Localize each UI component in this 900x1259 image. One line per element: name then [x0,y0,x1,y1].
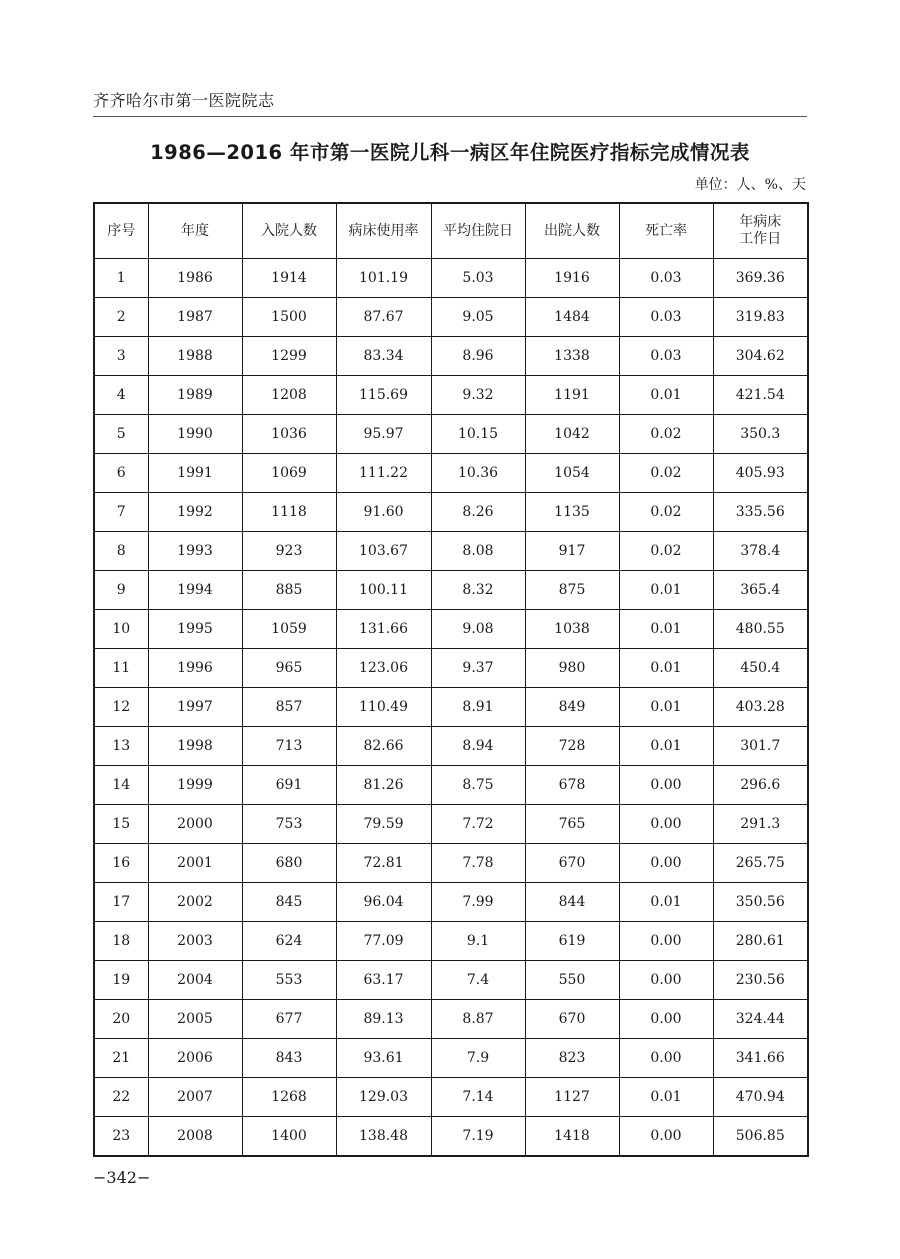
cell-year: 2005 [148,1000,242,1039]
cell-mortality-rate: 0.01 [619,376,713,415]
cell-admissions: 713 [242,727,336,766]
cell-avg-stay: 9.37 [431,649,525,688]
cell-admissions: 1208 [242,376,336,415]
cell-index: 12 [94,688,148,727]
cell-avg-stay: 8.75 [431,766,525,805]
cell-avg-stay: 10.15 [431,415,525,454]
table-header-row [94,203,808,259]
cell-mortality-rate: 0.02 [619,415,713,454]
cell-index: 5 [94,415,148,454]
cell-avg-stay: 10.36 [431,454,525,493]
cell-avg-stay: 8.94 [431,727,525,766]
cell-discharges: 550 [525,961,619,1000]
cell-bed-workdays: 301.7 [713,727,808,766]
cell-bed-workdays: 350.56 [713,883,808,922]
cell-discharges: 670 [525,844,619,883]
cell-bed-usage-rate: 83.34 [336,337,431,376]
cell-bed-usage-rate: 79.59 [336,805,431,844]
cell-admissions: 1400 [242,1117,336,1157]
cell-discharges: 1484 [525,298,619,337]
cell-admissions: 1069 [242,454,336,493]
cell-index: 23 [94,1117,148,1157]
cell-discharges: 844 [525,883,619,922]
table-row [94,727,808,766]
cell-bed-usage-rate: 111.22 [336,454,431,493]
table-row [94,922,808,961]
table-row [94,532,808,571]
cell-discharges: 1135 [525,493,619,532]
cell-bed-workdays: 421.54 [713,376,808,415]
cell-mortality-rate: 0.03 [619,259,713,298]
cell-bed-workdays: 230.56 [713,961,808,1000]
cell-avg-stay: 7.4 [431,961,525,1000]
cell-mortality-rate: 0.00 [619,766,713,805]
cell-bed-workdays: 403.28 [713,688,808,727]
cell-year: 2002 [148,883,242,922]
col-header-index: 序号 [94,203,148,259]
cell-admissions: 1500 [242,298,336,337]
cell-index: 7 [94,493,148,532]
cell-discharges: 1038 [525,610,619,649]
cell-bed-usage-rate: 123.06 [336,649,431,688]
cell-admissions: 885 [242,571,336,610]
cell-bed-workdays: 480.55 [713,610,808,649]
cell-year: 1986 [148,259,242,298]
cell-avg-stay: 8.87 [431,1000,525,1039]
table-row [94,961,808,1000]
cell-bed-usage-rate: 93.61 [336,1039,431,1078]
cell-discharges: 917 [525,532,619,571]
cell-year: 1990 [148,415,242,454]
col-header-year: 年度 [148,203,242,259]
table-row [94,844,808,883]
cell-bed-usage-rate: 82.66 [336,727,431,766]
cell-bed-usage-rate: 89.13 [336,1000,431,1039]
unit-note: 单位：人、%、天 [694,177,806,193]
cell-mortality-rate: 0.00 [619,1000,713,1039]
cell-bed-workdays: 324.44 [713,1000,808,1039]
cell-mortality-rate: 0.00 [619,844,713,883]
cell-mortality-rate: 0.01 [619,727,713,766]
cell-admissions: 1118 [242,493,336,532]
cell-index: 17 [94,883,148,922]
cell-avg-stay: 9.05 [431,298,525,337]
table-row [94,571,808,610]
cell-discharges: 1127 [525,1078,619,1117]
cell-index: 16 [94,844,148,883]
cell-avg-stay: 7.72 [431,805,525,844]
cell-mortality-rate: 0.00 [619,961,713,1000]
cell-admissions: 753 [242,805,336,844]
cell-year: 2000 [148,805,242,844]
cell-bed-usage-rate: 115.69 [336,376,431,415]
cell-avg-stay: 8.26 [431,493,525,532]
table-row [94,493,808,532]
table-row [94,649,808,688]
cell-avg-stay: 7.14 [431,1078,525,1117]
cell-mortality-rate: 0.00 [619,1039,713,1078]
table-row [94,376,808,415]
cell-index: 4 [94,376,148,415]
table-row [94,337,808,376]
table-row [94,259,808,298]
cell-avg-stay: 8.32 [431,571,525,610]
cell-bed-workdays: 265.75 [713,844,808,883]
cell-index: 6 [94,454,148,493]
cell-bed-workdays: 365.4 [713,571,808,610]
cell-mortality-rate: 0.01 [619,688,713,727]
cell-bed-workdays: 450.4 [713,649,808,688]
cell-discharges: 1418 [525,1117,619,1157]
cell-admissions: 923 [242,532,336,571]
cell-index: 13 [94,727,148,766]
running-header: 齐齐哈尔市第一医院院志 [93,91,275,110]
cell-discharges: 1338 [525,337,619,376]
cell-year: 2003 [148,922,242,961]
cell-admissions: 1059 [242,610,336,649]
cell-discharges: 678 [525,766,619,805]
cell-avg-stay: 5.03 [431,259,525,298]
cell-mortality-rate: 0.01 [619,571,713,610]
table-row [94,298,808,337]
cell-bed-usage-rate: 81.26 [336,766,431,805]
cell-year: 1999 [148,766,242,805]
cell-admissions: 677 [242,1000,336,1039]
cell-index: 20 [94,1000,148,1039]
cell-bed-usage-rate: 100.11 [336,571,431,610]
cell-bed-workdays: 280.61 [713,922,808,961]
cell-year: 2007 [148,1078,242,1117]
cell-bed-usage-rate: 87.67 [336,298,431,337]
cell-bed-usage-rate: 63.17 [336,961,431,1000]
table-title: 1986—2016 年市第一医院儿科一病区年住院医疗指标完成情况表 [150,141,750,164]
cell-avg-stay: 9.08 [431,610,525,649]
col-header-mortality-rate: 死亡率 [619,203,713,259]
cell-admissions: 845 [242,883,336,922]
cell-mortality-rate: 0.02 [619,493,713,532]
cell-year: 1995 [148,610,242,649]
cell-admissions: 1299 [242,337,336,376]
table-row [94,883,808,922]
cell-discharges: 823 [525,1039,619,1078]
cell-index: 21 [94,1039,148,1078]
cell-index: 15 [94,805,148,844]
cell-mortality-rate: 0.01 [619,610,713,649]
cell-year: 1992 [148,493,242,532]
cell-index: 11 [94,649,148,688]
cell-index: 3 [94,337,148,376]
cell-avg-stay: 8.91 [431,688,525,727]
cell-index: 18 [94,922,148,961]
cell-bed-workdays: 470.94 [713,1078,808,1117]
cell-mortality-rate: 0.00 [619,922,713,961]
cell-bed-usage-rate: 131.66 [336,610,431,649]
cell-year: 1994 [148,571,242,610]
cell-admissions: 1036 [242,415,336,454]
col-header-admissions: 入院人数 [242,203,336,259]
table-row [94,1117,808,1157]
table-row [94,415,808,454]
cell-year: 2001 [148,844,242,883]
cell-discharges: 728 [525,727,619,766]
cell-discharges: 1916 [525,259,619,298]
table-row [94,805,808,844]
cell-bed-usage-rate: 138.48 [336,1117,431,1157]
cell-mortality-rate: 0.02 [619,454,713,493]
cell-admissions: 843 [242,1039,336,1078]
cell-bed-workdays: 335.56 [713,493,808,532]
cell-discharges: 875 [525,571,619,610]
header-divider [93,116,807,117]
cell-mortality-rate: 0.03 [619,337,713,376]
cell-bed-usage-rate: 95.97 [336,415,431,454]
col-header-bed-workdays: 年病床 工作日 [713,203,808,259]
table-body [94,259,808,1157]
cell-index: 22 [94,1078,148,1117]
cell-year: 1988 [148,337,242,376]
cell-avg-stay: 7.99 [431,883,525,922]
cell-admissions: 624 [242,922,336,961]
cell-bed-workdays: 369.36 [713,259,808,298]
cell-year: 1998 [148,727,242,766]
cell-admissions: 965 [242,649,336,688]
cell-avg-stay: 8.96 [431,337,525,376]
col-header-discharges: 出院人数 [525,203,619,259]
cell-index: 19 [94,961,148,1000]
cell-mortality-rate: 0.00 [619,1117,713,1157]
table-row [94,610,808,649]
cell-avg-stay: 9.1 [431,922,525,961]
statistics-table [93,202,809,1157]
table-row [94,1078,808,1117]
cell-discharges: 1191 [525,376,619,415]
cell-avg-stay: 7.78 [431,844,525,883]
cell-admissions: 691 [242,766,336,805]
cell-year: 1991 [148,454,242,493]
table-row [94,454,808,493]
cell-year: 2008 [148,1117,242,1157]
cell-avg-stay: 9.32 [431,376,525,415]
cell-avg-stay: 7.9 [431,1039,525,1078]
page-number: −342− [93,1168,151,1187]
cell-bed-usage-rate: 101.19 [336,259,431,298]
cell-bed-workdays: 405.93 [713,454,808,493]
cell-bed-workdays: 350.3 [713,415,808,454]
cell-discharges: 1054 [525,454,619,493]
cell-mortality-rate: 0.02 [619,532,713,571]
cell-bed-usage-rate: 91.60 [336,493,431,532]
cell-bed-usage-rate: 103.67 [336,532,431,571]
cell-admissions: 680 [242,844,336,883]
cell-year: 1996 [148,649,242,688]
cell-bed-workdays: 296.6 [713,766,808,805]
cell-mortality-rate: 0.01 [619,1078,713,1117]
table-row [94,1000,808,1039]
cell-year: 1987 [148,298,242,337]
cell-admissions: 857 [242,688,336,727]
cell-avg-stay: 8.08 [431,532,525,571]
cell-index: 14 [94,766,148,805]
cell-index: 1 [94,259,148,298]
cell-year: 1989 [148,376,242,415]
cell-bed-usage-rate: 110.49 [336,688,431,727]
cell-index: 2 [94,298,148,337]
cell-bed-usage-rate: 72.81 [336,844,431,883]
cell-bed-usage-rate: 96.04 [336,883,431,922]
table-row [94,1039,808,1078]
cell-year: 2006 [148,1039,242,1078]
cell-bed-workdays: 319.83 [713,298,808,337]
cell-year: 2004 [148,961,242,1000]
cell-mortality-rate: 0.03 [619,298,713,337]
cell-admissions: 553 [242,961,336,1000]
cell-index: 9 [94,571,148,610]
cell-discharges: 1042 [525,415,619,454]
cell-mortality-rate: 0.01 [619,883,713,922]
cell-bed-workdays: 506.85 [713,1117,808,1157]
cell-year: 1997 [148,688,242,727]
cell-discharges: 849 [525,688,619,727]
table-row [94,766,808,805]
table-row [94,688,808,727]
cell-discharges: 980 [525,649,619,688]
cell-admissions: 1268 [242,1078,336,1117]
cell-admissions: 1914 [242,259,336,298]
col-header-avg-stay: 平均住院日 [431,203,525,259]
cell-bed-workdays: 341.66 [713,1039,808,1078]
cell-bed-workdays: 291.3 [713,805,808,844]
cell-year: 1993 [148,532,242,571]
cell-bed-usage-rate: 129.03 [336,1078,431,1117]
cell-avg-stay: 7.19 [431,1117,525,1157]
cell-discharges: 619 [525,922,619,961]
cell-bed-workdays: 304.62 [713,337,808,376]
cell-mortality-rate: 0.00 [619,805,713,844]
cell-bed-workdays: 378.4 [713,532,808,571]
cell-discharges: 670 [525,1000,619,1039]
cell-mortality-rate: 0.01 [619,649,713,688]
col-header-bed-usage-rate: 病床使用率 [336,203,431,259]
cell-discharges: 765 [525,805,619,844]
cell-bed-usage-rate: 77.09 [336,922,431,961]
cell-index: 8 [94,532,148,571]
cell-index: 10 [94,610,148,649]
